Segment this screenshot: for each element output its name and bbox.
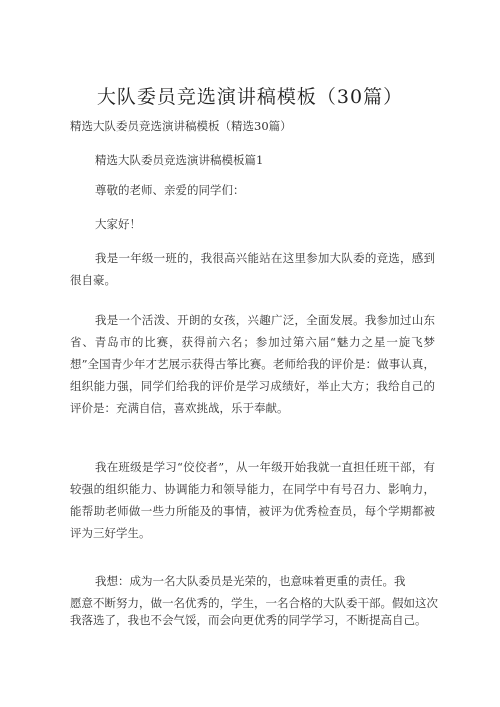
section-heading: 精选大队委员竞选演讲稿模板篇1 xyxy=(95,153,264,167)
closing-line-1: 我想：成为一名大队委员是光荣的，也意味着更重的责任。我 xyxy=(95,574,406,588)
hello-line: 大家好！ xyxy=(95,217,141,231)
paragraph-intro: 我是一年级一班的，我很高兴能站在这里参加大队委的竞选，感到很自豪。 xyxy=(70,251,435,287)
greeting-line: 尊敬的老师、亲爱的同学们： xyxy=(95,183,245,197)
closing-line-2: 愿意不断努力，做一名优秀的，学生，一名合格的大队委干部。假如这次 xyxy=(70,596,438,610)
document-subtitle: 精选大队委员竞选演讲稿模板（精选30篇） xyxy=(70,119,292,133)
document-title: 大队委员竞选演讲稿模板（30篇） xyxy=(96,86,404,108)
paragraph-class-role: 我在班级是学习“佼佼者”，从一年级开始我就一直担任班干部，有较强的组织能力、协调能力和领导能力，在同学中有号召力、影响力，能帮助老师做一些力所能及的事情，被评为优秀检查员，每个学期都被评为三好学生。 xyxy=(70,460,435,540)
closing-line-3: 我落选了，我也不会气馁，而会向更优秀的同学学习，不断提高自己。 xyxy=(70,613,427,627)
paragraph-personality: 我是一个活泼、开朗的女孩，兴趣广泛，全面发展。我参加过山东省、青岛市的比赛，获得前六名；参加过第六届“魅力之星一旋飞梦想”全国青少年才艺展示获得古筝比赛。老师给我的评价是：做事认真，组织能力强，同学们给我的评价是学习成绩好，举止大方；我给自己的评价是：充满自信，喜欢挑战，乐于奉献。 xyxy=(70,313,435,415)
